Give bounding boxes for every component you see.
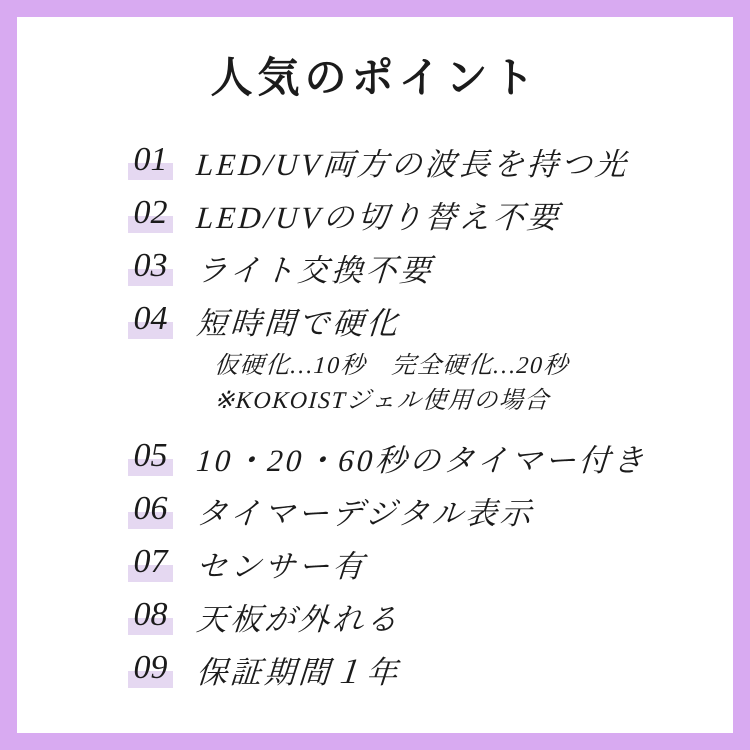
- point-number: 07: [128, 545, 173, 582]
- point-item-09: [128, 643, 733, 696]
- point-04-notes: [213, 349, 733, 419]
- point-label: センサー有: [195, 549, 368, 584]
- page-title: 人気のポイント: [210, 56, 540, 102]
- point-number: 03: [128, 249, 173, 286]
- point-item-04: [128, 294, 733, 347]
- point-item-02: [128, 188, 733, 241]
- point-label: 保証期間１年: [195, 655, 402, 690]
- point-label: 短時間で硬化: [195, 306, 402, 341]
- point-item-05: [128, 431, 733, 484]
- point-label: 10・20・60秒のタイマー付き: [195, 443, 648, 478]
- point-number: 06: [128, 492, 173, 529]
- point-number: 08: [128, 598, 173, 635]
- point-number: 01: [128, 143, 173, 180]
- point-item-01: [128, 135, 733, 188]
- point-number: 09: [128, 651, 173, 688]
- point-note-curing-times: 仮硬化…10秒 完全硬化…20秒: [213, 353, 570, 379]
- point-label: 天板が外れる: [195, 602, 402, 637]
- point-label: タイマーデジタル表示: [195, 496, 536, 531]
- point-item-06: [128, 484, 733, 537]
- points-list: [128, 135, 733, 696]
- point-note-gel-disclaimer: ※KOKOISTジェル使用の場合: [213, 388, 551, 414]
- point-item-03: [128, 241, 733, 294]
- point-number: 02: [128, 196, 173, 233]
- point-label: LED/UVの切り替え不要: [195, 200, 563, 235]
- point-item-08: [128, 590, 733, 643]
- point-number: 05: [128, 439, 173, 476]
- point-number: 04: [128, 302, 173, 339]
- point-label: ライト交換不要: [195, 253, 435, 288]
- point-item-07: [128, 537, 733, 590]
- point-label: LED/UV両方の波長を持つ光: [195, 147, 631, 182]
